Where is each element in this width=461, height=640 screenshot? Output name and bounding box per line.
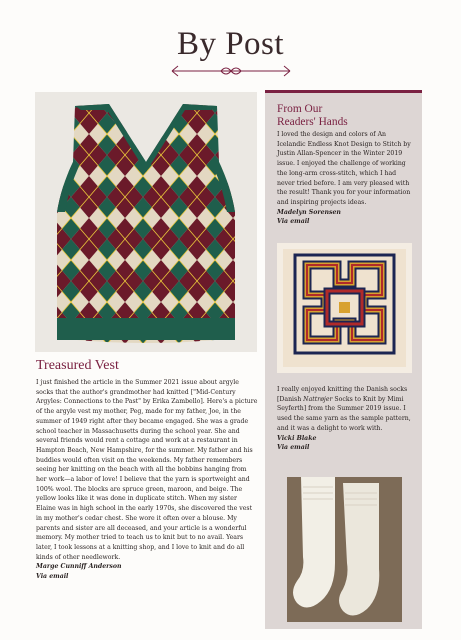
vest-letter	[36, 378, 258, 582]
letter-socks-title-italic: Nattrøjer	[303, 395, 333, 403]
vest-letter-body: I just finished the article in the Summer 2021 issue about argyle socks that the author's grandmother had knitted ["Mid-Century Argyles: Connections to the Past" by Erika Zambello]. Here's a picture of the argyle vest my mother, Peg, made for my father, Joe, in the summer of 1949 right after they became engaged. She was a grade school teacher in Massachusetts during the school year. She and several friends would rent a cottage and work at a restaurant in Hampton Beach, New Hampshire, for the summer. My father and his buddies would often visit on the weekends. My father remembers seeing her knitting on the beach with all the bobbins hanging from her work—a labor of love! I believe that the yarn is sportweight and 100% wool. The blocks are spruce green, maroon, and beige. The yellow looks like it was done in duplicate stitch. When my sister Elaine was in high school in the early 1970s, she discovered the vest in my mother's cedar chest. She wore it often over a blouse. My parents and sister are all deceased, and your article is a wonderful memory. My mother tried to teach us to knit but to no avail. Years later, I took lessons at a knitting shop, and I love to knit and do all kinds of other needlework.	[36, 379, 258, 561]
readers-hands-sidebar	[265, 90, 422, 629]
vest-letter-signature: Marge Cunniff Anderson	[36, 563, 122, 571]
letter-socks-body-2: Socks to Knit by Mimi Seyferth] from the Summer 2019 issue. I used the same yarn as the sample pattern, and it was a delight to work with.	[277, 395, 411, 432]
letter-knot-via: Via email	[277, 218, 310, 226]
endless-knot-photo	[277, 243, 412, 373]
title-ornament	[166, 64, 296, 78]
letter-knot-signature: Madelyn Sorensen	[277, 208, 341, 216]
page-title: By Post	[176, 26, 285, 62]
letter-knot	[277, 130, 415, 227]
vest-photo	[35, 92, 257, 352]
sidebar-heading	[277, 103, 417, 128]
sidebar-heading-line1: From Our	[277, 103, 323, 115]
letter-socks-signature: Vicki Blake	[277, 434, 317, 442]
letter-socks	[277, 385, 415, 453]
socks-photo	[287, 477, 402, 622]
sidebar-heading-line2: Readers' Hands	[277, 115, 348, 128]
vest-letter-via: Via email	[36, 573, 69, 581]
letter-socks-via: Via email	[277, 444, 310, 452]
vest-letter-heading: Treasured Vest	[36, 358, 119, 373]
letter-socks-body-1: I really enjoyed knitting the Danish socks [Danish	[277, 386, 408, 403]
letter-knot-body: I loved the design and colors of An Icelandic Endless Knot Design to Stitch by Justin Allan-Spencer in the Winter 2019 issue. I enjoyed the challenge of working the long-arm cross-stitch, which I had never tried before. I am very pleased with the result! Thank you for your information and inspiring projects ideas.	[277, 131, 411, 206]
